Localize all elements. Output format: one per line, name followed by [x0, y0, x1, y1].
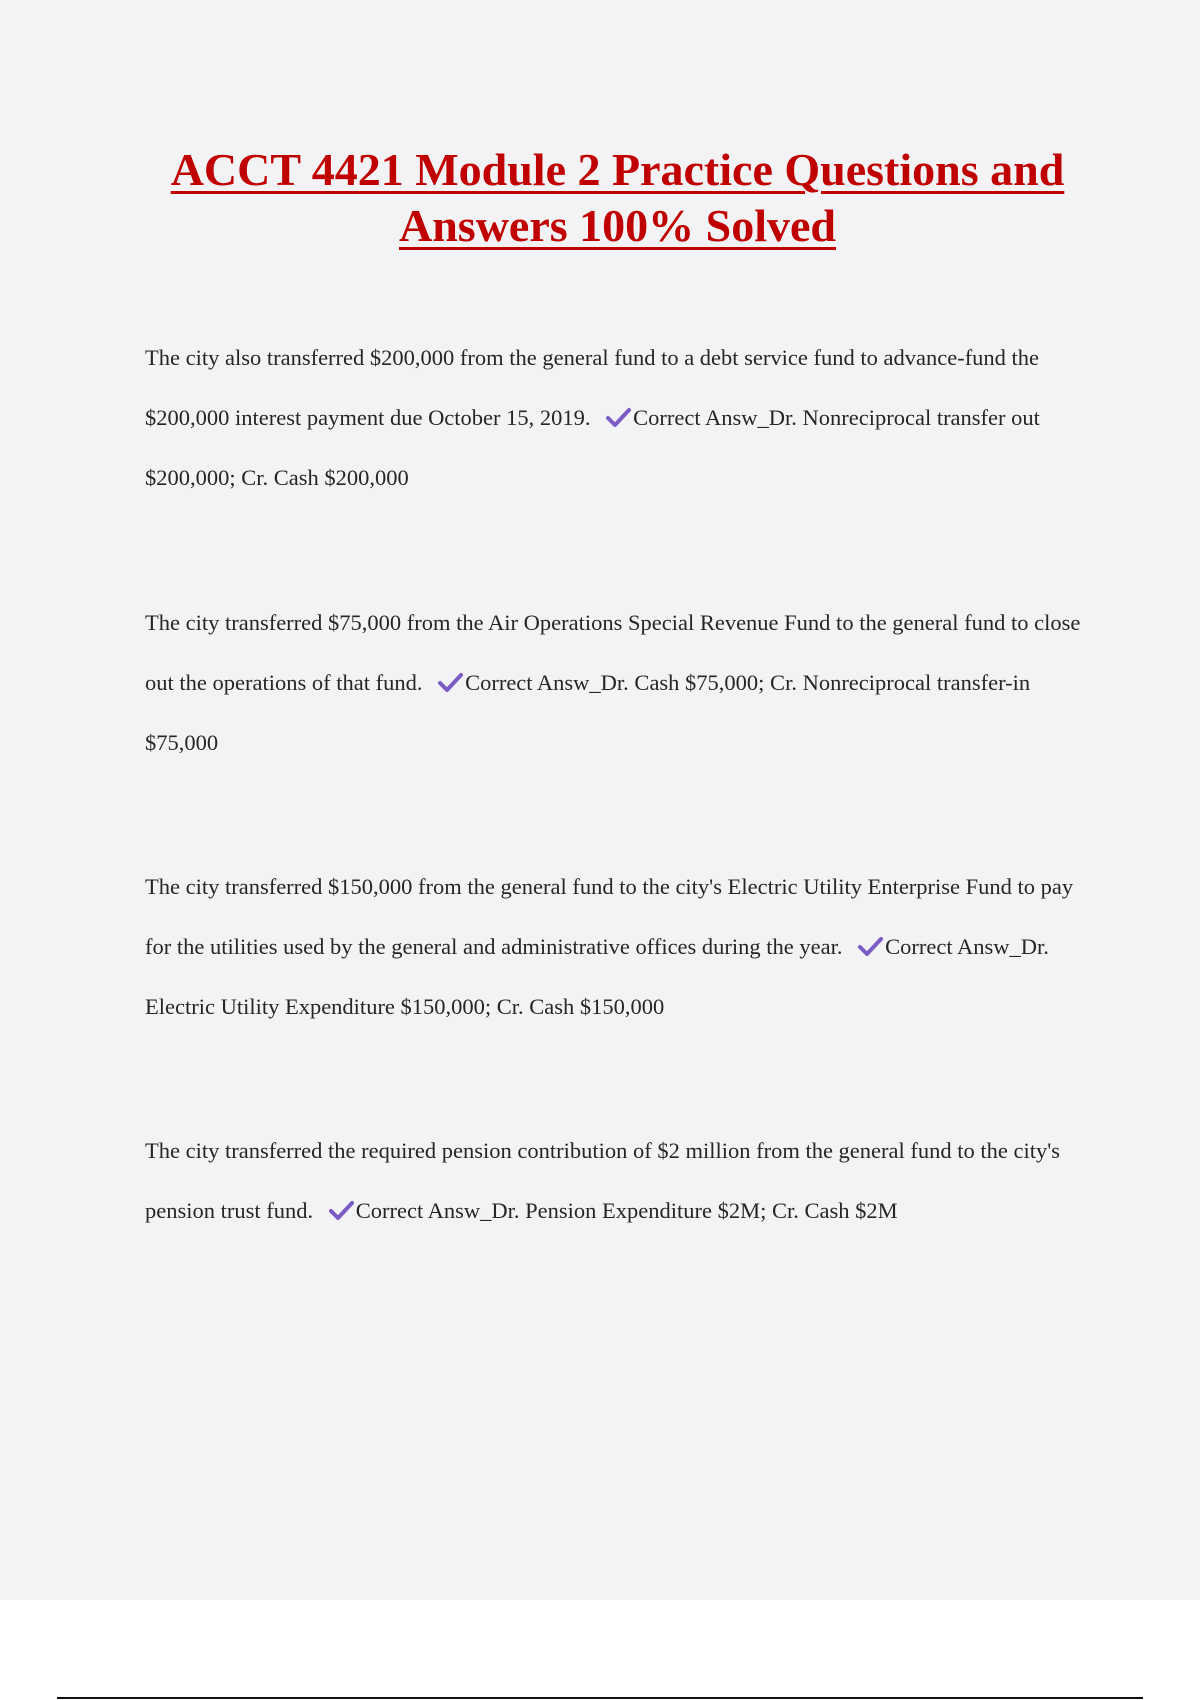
answer-text: Correct Answ_Dr. Nonreciprocal transfer out $200,000; Cr. Cash $200,000: [145, 405, 1040, 490]
qa-item-1: [145, 328, 1095, 508]
answer-text: Correct Answ_Dr. Electric Utility Expenditure $150,000; Cr. Cash $150,000: [145, 934, 1049, 1019]
bottom-rule: [57, 1697, 1143, 1699]
question-text: The city also transferred $200,000 from the general fund to a debt service fund to advance-fund the $200,000 interest payment due October 15, 2019.: [145, 345, 1040, 430]
qa-item-3: [145, 857, 1095, 1037]
next-page-strip: [0, 1600, 1200, 1700]
qa-item-4: [145, 1121, 1095, 1241]
question-text: The city transferred the required pension contribution of $2 million from the general fund to the city's pension trust fund.: [145, 1138, 1061, 1223]
checkmark-icon: [858, 936, 883, 956]
checkmark-icon: [438, 672, 463, 692]
answer-text: Correct Answ_Dr. Pension Expenditure $2M; Cr. Cash $2M: [355, 1198, 898, 1223]
question-text: The city transferred $75,000 from the Air Operations Special Revenue Fund to the general fund to close out the operations of that fund.: [145, 610, 1081, 695]
checkmark-icon: [329, 1200, 354, 1220]
answer-text: Correct Answ_Dr. Cash $75,000; Cr. Nonreciprocal transfer-in $75,000: [145, 670, 1031, 755]
document-title: ACCT 4421 Module 2 Practice Questions and Answers 100% Solved: [170, 144, 1065, 251]
qa-item-2: [145, 593, 1095, 773]
checkmark-icon: [606, 407, 631, 427]
question-text: The city transferred $150,000 from the general fund to the city's Electric Utility Enterprise Fund to pay for the utilities used by the general and administrative offices during the year.: [145, 874, 1074, 959]
